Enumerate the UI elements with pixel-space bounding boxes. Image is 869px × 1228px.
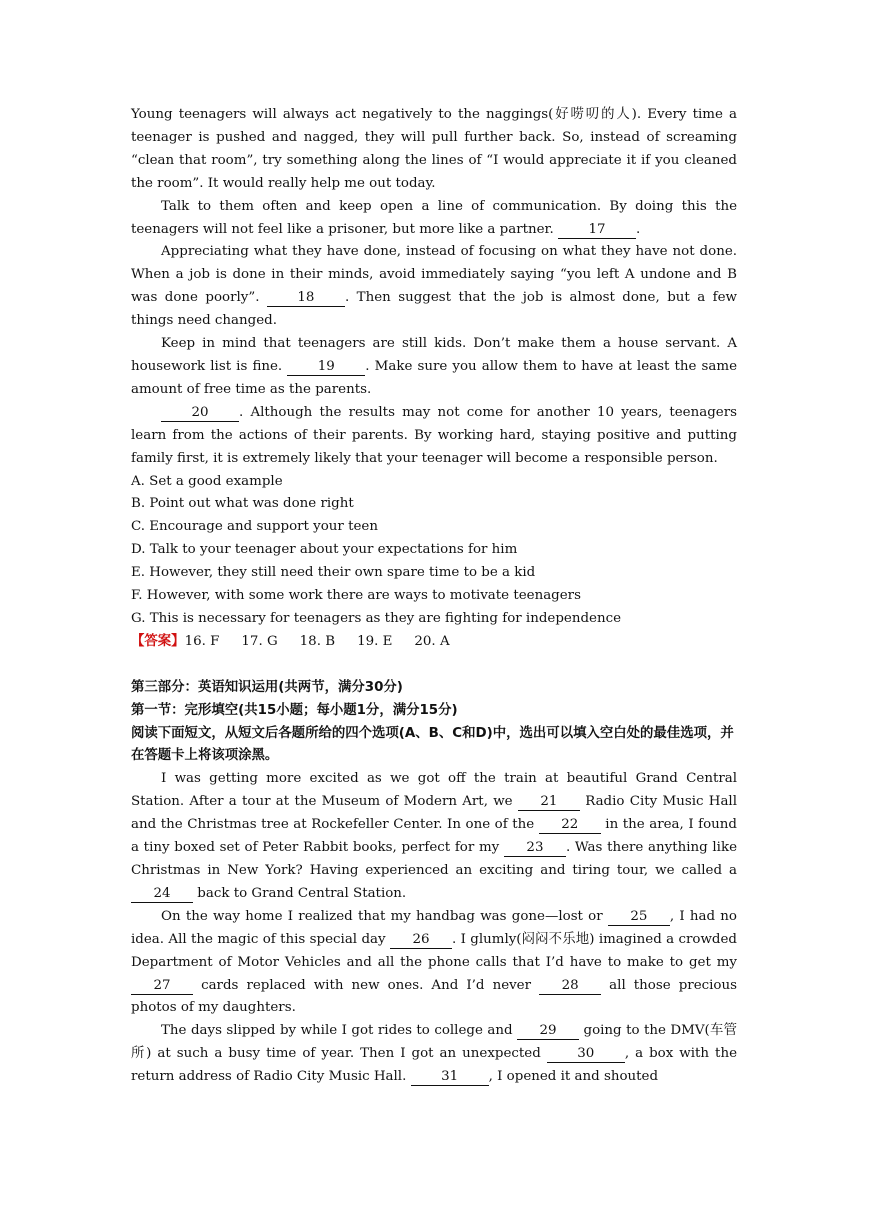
option-e: E. However, they still need their own spare time to be a kid xyxy=(131,565,536,581)
paragraph-text: . Make sure you allow them to have at least the same amount of free time as the parents. xyxy=(131,358,737,397)
section-gap xyxy=(131,654,737,677)
paragraph-text: Keep in mind that teenagers are still kids. Don’t make them a house servant. A housework list is fine. xyxy=(131,336,737,374)
answer-tag: 【答案】 xyxy=(131,633,185,649)
blank-19: 19 xyxy=(287,359,365,376)
document-content xyxy=(131,104,737,1089)
answer-16: 16. F xyxy=(184,633,220,649)
section-instruction: 阅读下面短文，从短文后各题所给的四个选项(A、B、C和D)中，选出可以填入空白处的最佳选项，并在答题卡上将该项涂黑。 xyxy=(131,725,734,764)
option-d: D. Talk to your teenager about your expectations for him xyxy=(131,542,518,558)
blank-18: 18 xyxy=(267,290,345,307)
section-subtitle: 第一节：完形填空(共15小题；每小题1分，满分15分) xyxy=(131,702,458,718)
option-c: C. Encourage and support your teen xyxy=(131,519,378,535)
blank-17: 17 xyxy=(558,222,636,239)
option-a: A. Set a good example xyxy=(131,473,283,489)
paragraph-text: On the way home I realized that my handbag was gone—lost or xyxy=(161,908,603,924)
blank-31: 31 xyxy=(411,1069,489,1086)
paragraph-text: cards replaced with new ones. And I’d never xyxy=(201,977,532,993)
passage1-paragraph-2: Talk to them often and keep open a line of communication. By doing this the teenagers will not feel like a prisoner, but more like a partner. 17 . xyxy=(131,198,737,237)
paragraph-text: , I opened it and shouted xyxy=(488,1069,659,1085)
blank-22: 22 xyxy=(539,817,601,834)
blank-26: 26 xyxy=(390,932,452,949)
passage1-paragraph-1: Young teenagers will always act negatively to the naggings(好唠叨的人). Every time a teenager is pushed and nagged, they will pull further back. So, instead of screaming “clean that room”, try something along the lines of “I would appreciate it if you cleaned the room”. It would really help me out today. xyxy=(131,107,737,191)
blank-23: 23 xyxy=(504,840,566,857)
paragraph-text: back to Grand Central Station. xyxy=(197,885,407,901)
blank-20: 20 xyxy=(161,405,239,422)
paragraph-text: Appreciating what they have done, instead of focusing on what they have not done. When a job is done in their minds, avoid immediately saying “you left A undone and B was done poorly”. xyxy=(131,244,737,306)
option-f: F. However, with some work there are ways to motivate teenagers xyxy=(131,588,581,604)
paragraph-text: Talk to them often and keep open a line of communication. By doing this the teenagers will not feel like a prisoner, but more like a partner. xyxy=(131,198,737,237)
paragraph-text: . Then suggest that the job is almost done, but a few things need changed. xyxy=(131,290,738,329)
section-title: 第三部分：英语知识运用(共两节，满分30分) xyxy=(131,679,403,695)
passage2-paragraph-3 xyxy=(131,1020,737,1089)
passage1-paragraph-4 xyxy=(131,333,737,402)
answer-18: 18. B xyxy=(299,633,336,649)
blank-28: 28 xyxy=(539,978,601,995)
option-g: G. This is necessary for teenagers as they are fighting for independence xyxy=(131,610,621,626)
blank-29: 29 xyxy=(517,1023,579,1040)
passage1-paragraph-3 xyxy=(131,241,737,333)
option-b: B. Point out what was done right xyxy=(131,496,354,512)
paragraph-text: I was getting more excited as we got off the train at beautiful Grand Central Station. After a tour at the Museum of Modern Art, we xyxy=(131,771,737,810)
passage2-paragraph-2 xyxy=(131,906,737,1021)
paragraph-text: Radio City Music Hall and the Christmas tree at Rockefeller Center. In one of the xyxy=(131,794,737,833)
paragraph-text: , a box with the return address of Radio City Music Hall. xyxy=(131,1046,737,1085)
answer-19: 19. E xyxy=(357,633,393,649)
blank-30: 30 xyxy=(547,1046,625,1063)
paragraph-text: going to the DMV(车管所) at such a busy time of year. Then I got an unexpected xyxy=(131,1023,737,1062)
paragraph-text: The days slipped by while I got rides to college and xyxy=(161,1023,513,1039)
paragraph-text: in the area, I found a tiny boxed set of Peter Rabbit books, perfect for my xyxy=(131,817,738,856)
answer-line xyxy=(131,631,737,654)
paragraph-text: . I glumly(闷闷不乐地) imagined a crowded Department of Motor Vehicles and all the phone calls that I’d have to make to get my xyxy=(131,931,738,970)
blank-24: 24 xyxy=(131,886,193,903)
paragraph-text: . Although the results may not come for another 10 years, teenagers learn from the actions of their parents. By working hard, staying positive and putting family first, it is extremely likely that your teenager will become a responsible person. xyxy=(131,404,737,466)
paragraph-text: all those precious photos of my daughters. xyxy=(131,977,737,1016)
answer-20: 20. A xyxy=(414,633,450,649)
blank-27: 27 xyxy=(131,978,193,995)
passage2-paragraph-1 xyxy=(131,768,737,905)
passage1-paragraph-5 xyxy=(131,402,737,471)
blank-21: 21 xyxy=(518,794,580,811)
paragraph-text: , I had no idea. All the magic of this special day xyxy=(131,908,737,947)
answer-17: 17. G xyxy=(241,633,278,649)
paragraph-text: . Was there anything like Christmas in New York? Having experienced an exciting and tiring tour, we called a xyxy=(131,840,737,878)
blank-25: 25 xyxy=(608,909,670,926)
